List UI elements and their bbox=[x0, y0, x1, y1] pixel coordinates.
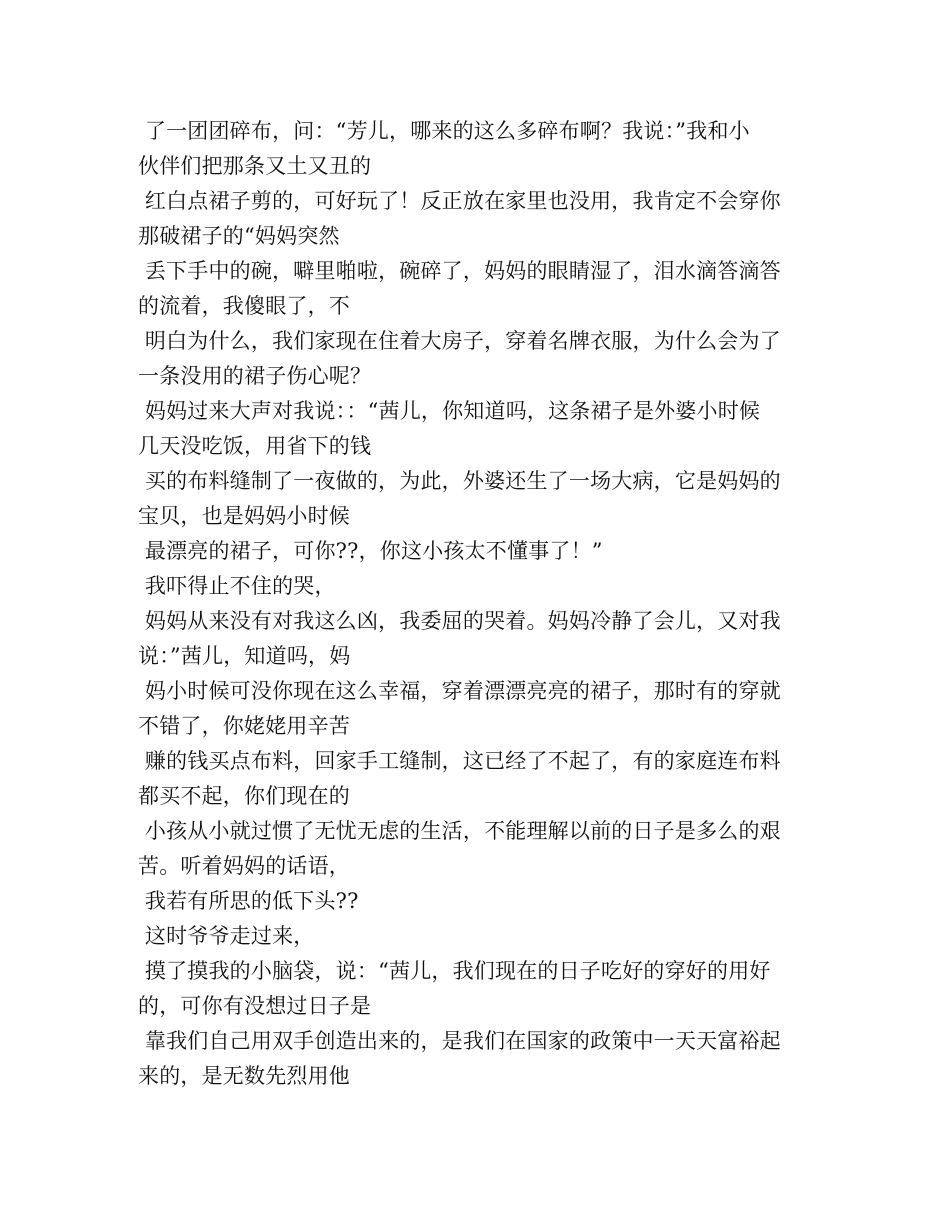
text-line: 伙伴们把那条又土又丑的 bbox=[138, 154, 372, 178]
text-line: 几天没吃饭，用省下的钱 bbox=[138, 434, 372, 458]
text-line: 说：”茜儿，知道吗，妈 bbox=[138, 644, 351, 668]
text-line: 的流着，我傻眼了，不 bbox=[138, 294, 350, 318]
text-line: 不错了，你姥姥用辛苦 bbox=[138, 714, 350, 738]
text-line: 赚的钱买点布料，回家手工缝制，这已经了不起了，有的家庭连布料 bbox=[138, 749, 781, 773]
text-line: 苦。听着妈妈的话语， bbox=[138, 854, 350, 878]
text-line: 妈小时候可没你现在这么幸福，穿着漂漂亮亮的裙子，那时有的穿就 bbox=[138, 679, 781, 703]
text-line: 都买不起，你们现在的 bbox=[138, 784, 350, 808]
text-line: 了一团团碎布，问：“芳儿，哪来的这么多碎布啊？我说：”我和小 bbox=[138, 119, 750, 143]
text-line: 靠我们自己用双手创造出来的，是我们在国家的政策中一天天富裕起 bbox=[138, 1029, 781, 1053]
text-line: 明白为什么，我们家现在住着大房子，穿着名牌衣服，为什么会为了 bbox=[138, 329, 781, 353]
text-line: 我若有所思的低下头?? bbox=[138, 889, 359, 913]
text-line: 妈妈从来没有对我这么凶，我委屈的哭着。妈妈冷静了会儿，又对我 bbox=[138, 609, 781, 633]
text-line: 我吓得止不住的哭， bbox=[138, 574, 336, 598]
text-line: 买的布料缝制了一夜做的，为此，外婆还生了一场大病，它是妈妈的 bbox=[138, 469, 781, 493]
text-line: 妈妈过来大声对我说：：“茜儿，你知道吗，这条裙子是外婆小时候 bbox=[138, 399, 761, 423]
text-line: 小孩从小就过惯了无忧无虑的生活，不能理解以前的日子是多么的艰 bbox=[138, 819, 781, 843]
body-text bbox=[138, 114, 818, 1094]
text-line: 来的，是无数先烈用他 bbox=[138, 1064, 350, 1088]
text-line: 的，可你有没想过日子是 bbox=[138, 994, 372, 1018]
text-line: 摸了摸我的小脑袋，说：“茜儿，我们现在的日子吃好的穿好的用好 bbox=[138, 959, 771, 983]
text-line: 那破裙子的“妈妈突然 bbox=[138, 224, 340, 248]
text-line: 最漂亮的裙子，可你??，你这小孩太不懂事了！” bbox=[138, 539, 603, 563]
text-line: 红白点裙子剪的，可好玩了！反正放在家里也没用，我肯定不会穿你 bbox=[138, 189, 781, 213]
text-line: 一条没用的裙子伤心呢？ bbox=[138, 364, 372, 388]
text-line: 这时爷爷走过来， bbox=[138, 924, 315, 948]
text-line: 丢下手中的碗，噼里啪啦，碗碎了，妈妈的眼睛湿了，泪水滴答滴答 bbox=[138, 259, 781, 283]
text-line: 宝贝，也是妈妈小时候 bbox=[138, 504, 350, 528]
